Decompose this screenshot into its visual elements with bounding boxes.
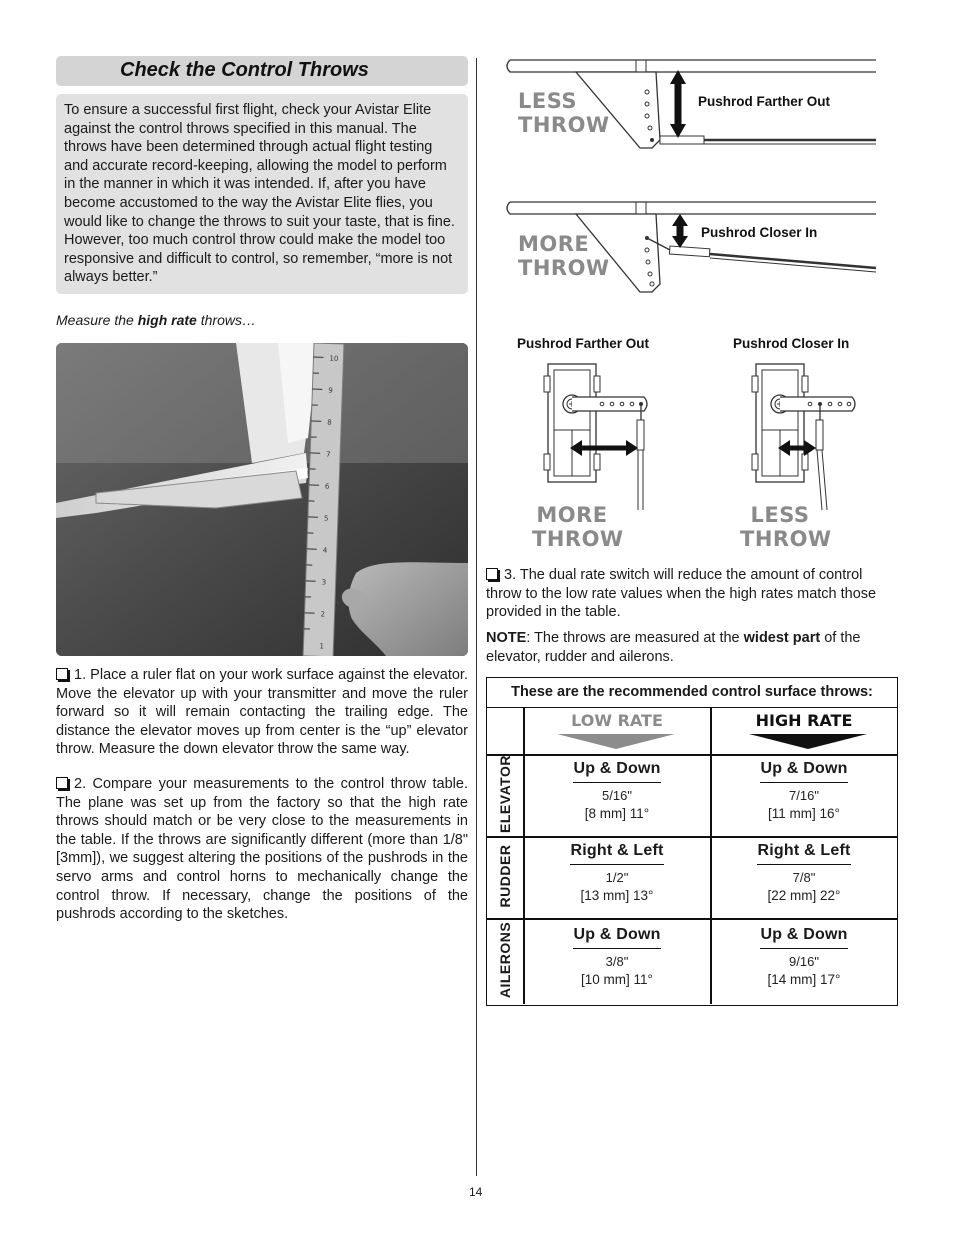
table-hline bbox=[487, 754, 897, 756]
cell-ailerons-high bbox=[711, 926, 897, 989]
step-1 bbox=[56, 666, 468, 759]
step-2-text: 2. Compare your measurements to the control throw table. The plane was set up from the factory so that the high rate throws should match or be very close to the measurements in the table. If the throws are significantly different (more than 1/8" [3mm]), we suggest altering the positions of the pushrods in the servo arms and control horns to mechanically change the control throw. If necessary, change the positions of the pushrods according to the sketches. bbox=[56, 776, 468, 923]
throw-metric-degrees: [10 mm] 11° bbox=[581, 972, 653, 987]
direction: Up & Down bbox=[760, 760, 847, 783]
ruler-mark: 3 bbox=[321, 578, 327, 587]
throw-inches: 7/8" bbox=[792, 870, 816, 885]
servo-right-throw-label bbox=[740, 503, 832, 551]
ruler-mark: 7 bbox=[325, 450, 331, 459]
note-text-b: of the elevator, rudder and ailerons. bbox=[486, 630, 861, 665]
ruler-mark: 9 bbox=[328, 386, 333, 395]
low-rate-label: LOW RATE bbox=[571, 711, 663, 730]
throw-metric-degrees: [14 mm] 17° bbox=[767, 972, 841, 987]
throw-word: MORE bbox=[518, 232, 590, 256]
throw-word: LESS bbox=[518, 89, 578, 113]
note-label: NOTE bbox=[486, 630, 527, 646]
horn-bottom-pushrod-label: Pushrod Closer In bbox=[701, 225, 818, 240]
direction: Right & Left bbox=[757, 842, 850, 865]
step-2 bbox=[56, 775, 468, 924]
cell-elevator-low bbox=[524, 760, 710, 823]
throw-inches: 3/8" bbox=[605, 954, 629, 969]
table-hline bbox=[487, 836, 897, 838]
throw-word: THROW bbox=[518, 256, 610, 280]
cell-elevator-high bbox=[711, 760, 897, 823]
table-hline bbox=[487, 918, 897, 920]
ruler-mark: 8 bbox=[327, 418, 332, 427]
throw-inches: 5/16" bbox=[602, 788, 632, 803]
throw-inches: 1/2" bbox=[605, 870, 629, 885]
cell-ailerons-low bbox=[524, 926, 710, 989]
servo-diagram-closer-in bbox=[748, 360, 868, 510]
note-bold: widest part bbox=[743, 630, 821, 646]
ruler-mark: 6 bbox=[324, 482, 330, 491]
servo-left-throw-label bbox=[532, 503, 624, 551]
measure-bold: high rate bbox=[137, 312, 197, 328]
servo-left-pushrod-label: Pushrod Farther Out bbox=[517, 336, 650, 351]
control-throw-table bbox=[486, 677, 898, 1006]
section-title: Check the Control Throws bbox=[120, 59, 369, 81]
note-paragraph bbox=[486, 629, 898, 666]
servo-diagram-farther-out bbox=[540, 360, 660, 510]
cell-rudder-low bbox=[524, 842, 710, 905]
throw-inches: 9/16" bbox=[789, 954, 819, 969]
note-text-a: : The throws are measured at the bbox=[526, 630, 744, 646]
intro-text: To ensure a successful first flight, check your Avistar Elite against the control throws specified in this manual. The throws have been determined through actual flight testing and accurate record-keeping, allowing the model to perform in the manner in which it was intended. If, after you have become accustomed to the way the Avistar Elite flies, you would like to change the throws to suit your taste, that is fine. However, too much control throw could make the model too responsive and difficult to control, so remember, “more is not always better.” bbox=[64, 102, 455, 286]
throw-word: THROW bbox=[532, 527, 624, 551]
ruler-mark: 5 bbox=[323, 514, 329, 523]
high-rate-label: HIGH RATE bbox=[755, 711, 853, 730]
ruler-mark: 1 bbox=[319, 642, 325, 651]
throw-word: MORE bbox=[536, 503, 608, 527]
throw-inches: 7/16" bbox=[789, 788, 819, 803]
throw-word: THROW bbox=[518, 113, 610, 137]
checkbox-step-2[interactable] bbox=[56, 777, 68, 789]
horn-diagram-closer-in bbox=[500, 194, 880, 298]
direction: Right & Left bbox=[570, 842, 663, 865]
horn-top-pushrod-label: Pushrod Farther Out bbox=[698, 94, 831, 109]
measure-suffix: throws… bbox=[196, 312, 256, 328]
throw-metric-degrees: [11 mm] 16° bbox=[768, 806, 840, 821]
throw-metric-degrees: [13 mm] 13° bbox=[580, 888, 654, 903]
ruler-mark: 10 bbox=[329, 354, 339, 363]
direction: Up & Down bbox=[760, 926, 847, 949]
high-rate-arrow-icon bbox=[749, 734, 867, 750]
direction: Up & Down bbox=[573, 760, 660, 783]
step-1-text: 1. Place a ruler flat on your work surface against the elevator. Move the elevator up with your transmitter and move the ruler forward so it will remain contacting the trailing edge. The distance the elevator moves up from center is the “up” elevator throw. Measure the down elevator throw the same way. bbox=[56, 667, 468, 758]
checkbox-step-3[interactable] bbox=[486, 568, 498, 580]
throw-metric-degrees: [8 mm] 11° bbox=[584, 806, 650, 821]
intro-callout bbox=[56, 94, 468, 294]
row-label-ailerons: AILERONS bbox=[497, 921, 513, 999]
servo-right-pushrod-label: Pushrod Closer In bbox=[733, 336, 850, 351]
column-divider bbox=[476, 58, 477, 1176]
section-title-bar bbox=[56, 56, 468, 86]
throw-word: LESS bbox=[750, 503, 810, 527]
row-label-elevator: ELEVATOR bbox=[497, 755, 513, 833]
ruler-mark: 2 bbox=[320, 610, 326, 619]
cell-rudder-high bbox=[711, 842, 897, 905]
measure-caption bbox=[56, 312, 256, 328]
photo-illustration bbox=[56, 343, 468, 656]
table-header: These are the recommended control surface throws: bbox=[487, 678, 897, 708]
page-number: 14 bbox=[469, 1185, 483, 1199]
low-rate-arrow-icon bbox=[557, 734, 675, 750]
measure-prefix: Measure the bbox=[56, 312, 138, 328]
row-label-rudder: RUDDER bbox=[497, 844, 513, 908]
elevator-ruler-photo bbox=[56, 343, 468, 656]
ruler-mark: 4 bbox=[322, 546, 328, 555]
throw-word: THROW bbox=[740, 527, 832, 551]
checkbox-step-1[interactable] bbox=[56, 668, 68, 680]
throw-metric-degrees: [22 mm] 22° bbox=[767, 888, 841, 903]
direction: Up & Down bbox=[573, 926, 660, 949]
step-3 bbox=[486, 566, 898, 622]
step-3-text: 3. The dual rate switch will reduce the amount of control throw to the low rate values when the high rates match those provided in the table. bbox=[486, 567, 877, 621]
